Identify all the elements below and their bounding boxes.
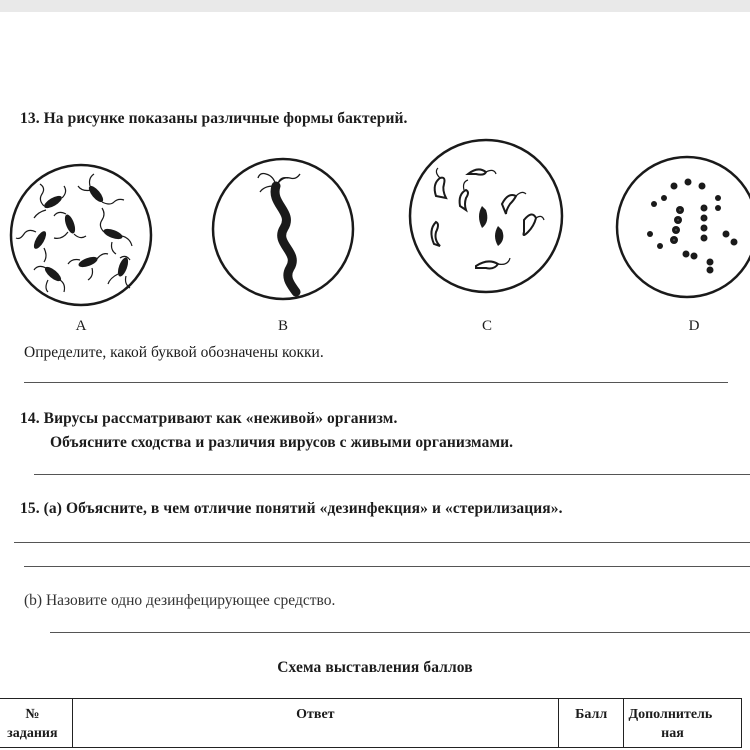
bacteria-figure-d: [614, 152, 750, 302]
question-15b: (b) Назовите одно дезинфецирующее средство.: [24, 592, 336, 609]
question-13-prompt: Определите, какой буквой обозначены кокки.: [24, 344, 324, 361]
figure-label-d: D: [688, 318, 700, 334]
bacteria-figure-b: [210, 156, 356, 302]
column-task-number: [0, 699, 72, 748]
column-task-number-line2: задания: [7, 726, 58, 741]
column-additional-line1: Дополнитель: [628, 707, 713, 722]
scoring-scheme-title: Схема выставления баллов: [277, 659, 473, 676]
column-answer-line1: Ответ: [296, 707, 335, 722]
scoring-table: [0, 698, 742, 748]
figure-label-a: A: [75, 318, 87, 334]
answer-line-15a-2[interactable]: [24, 566, 750, 567]
column-answer: [72, 699, 558, 748]
figure-label-c: C: [481, 318, 492, 334]
top-edge-strip: [0, 0, 750, 12]
answer-line-15b[interactable]: [50, 632, 750, 633]
column-score: [558, 699, 624, 748]
answer-line-14[interactable]: [34, 474, 750, 475]
question-14-line1: 14. Вирусы рассматривают как «неживой» организм.: [20, 410, 398, 427]
answer-line-15a-1[interactable]: [14, 542, 750, 543]
column-task-number-line1: №: [25, 707, 40, 722]
column-additional-line2: ная: [661, 726, 684, 741]
question-15a: 15. (а) Объясните, в чем отличие понятий «дезинфекция» и «стерилизация».: [20, 500, 563, 517]
question-13-title: 13. На рисунке показаны различные формы бактерий.: [20, 110, 408, 127]
figure-label-b: B: [277, 318, 288, 334]
answer-line-13[interactable]: [24, 382, 728, 383]
column-additional: [624, 699, 742, 748]
column-score-line1: Балл: [575, 707, 608, 722]
question-14-line2: Объясните сходства и различия вирусов с живыми организмами.: [50, 434, 514, 451]
bacteria-figure-a: [8, 162, 154, 308]
bacteria-figure-c: [406, 136, 566, 296]
